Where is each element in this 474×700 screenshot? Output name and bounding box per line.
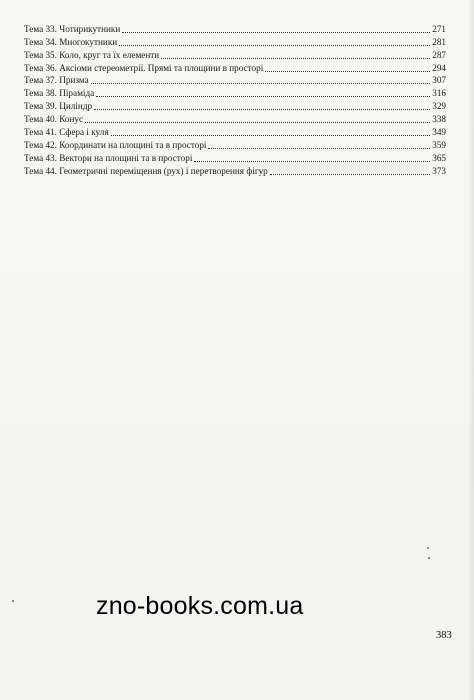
toc-leader-dots (91, 83, 430, 84)
toc-leader-dots (270, 174, 430, 175)
toc-entry-label: Тема 37. Призма (24, 75, 89, 86)
print-speck (12, 600, 14, 602)
toc-leader-dots (194, 161, 430, 162)
print-speck (427, 547, 429, 549)
toc-entry-page: 316 (432, 88, 446, 99)
page-number: 383 (436, 630, 452, 641)
toc-entry-page: 349 (432, 127, 446, 138)
toc-entry-label: Тема 35. Коло, круг та їх елементи (24, 49, 160, 60)
toc-entry-label: Тема 34. Многокутники (24, 36, 118, 47)
toc-entry (24, 112, 446, 125)
toc-entry-page: 373 (432, 165, 446, 176)
toc-entry-page: 294 (432, 62, 446, 73)
toc-entry-label: Тема 42. Координати на площині та в просторі (24, 139, 207, 150)
toc-leader-dots (122, 32, 430, 33)
toc-entry (24, 164, 446, 177)
toc-entry (24, 48, 446, 61)
toc-leader-dots (265, 71, 430, 72)
toc-entry-label: Тема 44. Геометричні переміщення (рух) і перетворення фігур (24, 165, 268, 176)
toc-entry (24, 61, 446, 74)
toc-entry-page: 359 (432, 139, 446, 150)
toc-entry-page: 271 (432, 23, 446, 34)
toc-entry-page: 338 (432, 114, 446, 125)
toc-entry (24, 138, 446, 151)
toc-entry (24, 86, 446, 99)
toc-entry-label: Тема 41. Сфера і куля (24, 127, 109, 138)
toc-leader-dots (161, 58, 430, 59)
toc-entry (24, 22, 446, 35)
toc-entry-label: Тема 43. Вектори на площині та в просторі (24, 152, 193, 163)
toc-entry (24, 125, 446, 138)
toc-leader-dots (208, 148, 430, 149)
toc-entry-page: 287 (432, 49, 446, 60)
toc-entry-page: 281 (432, 36, 446, 47)
toc-entry-label: Тема 36. Аксіоми стереометрії. Прямі та площини в просторі (24, 62, 264, 73)
toc-entry-label: Тема 33. Чотирикутники (24, 23, 121, 34)
toc-entry-page: 307 (432, 75, 446, 86)
toc-entry-page: 329 (432, 101, 446, 112)
toc-leader-dots (111, 135, 431, 136)
toc-leader-dots (119, 45, 430, 46)
toc-entry (24, 35, 446, 48)
table-of-contents (24, 22, 446, 177)
toc-leader-dots (85, 122, 430, 123)
toc-leader-dots (94, 109, 430, 110)
watermark-text: zno-books.com.ua (96, 592, 304, 620)
toc-entry-label: Тема 40. Конус (24, 114, 84, 125)
toc-entry (24, 99, 446, 112)
toc-leader-dots (96, 96, 430, 97)
toc-entry (24, 151, 446, 164)
toc-entry-label: Тема 39. Циліндр (24, 101, 93, 112)
toc-entry-label: Тема 38. Піраміда (24, 88, 95, 99)
page-edge-shadow (468, 0, 474, 700)
print-speck (428, 557, 430, 559)
toc-entry-page: 365 (432, 152, 446, 163)
toc-entry (24, 74, 446, 87)
